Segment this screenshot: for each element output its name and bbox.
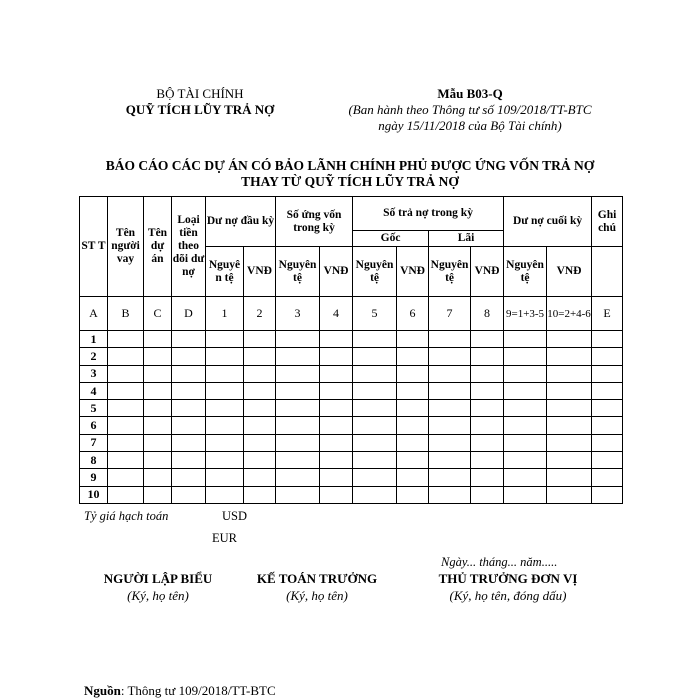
table-cell xyxy=(144,417,172,434)
data-rows xyxy=(80,331,623,504)
preparer-role: NGƯỜI LẬP BIỂU xyxy=(103,571,213,586)
table-cell xyxy=(471,486,504,503)
table-row xyxy=(80,417,623,434)
table-cell xyxy=(547,486,592,503)
col-note-header: Ghi chú xyxy=(592,197,623,247)
table-cell xyxy=(592,382,623,399)
table-cell xyxy=(206,365,244,382)
table-cell xyxy=(320,365,353,382)
preparer-note: (Ký, họ tên) xyxy=(127,588,189,603)
subcol-vnd: VNĐ xyxy=(547,247,592,297)
table-cell xyxy=(320,417,353,434)
table-cell xyxy=(592,331,623,348)
table-cell xyxy=(244,348,276,365)
table-cell xyxy=(206,348,244,365)
table-cell xyxy=(353,365,397,382)
table-cell xyxy=(397,382,429,399)
column-code-cell: 5 xyxy=(353,297,397,331)
table-cell xyxy=(353,400,397,417)
row-number-cell: 4 xyxy=(80,382,108,399)
table-cell xyxy=(320,486,353,503)
table-cell xyxy=(276,400,320,417)
table-cell xyxy=(504,400,547,417)
table-cell xyxy=(244,382,276,399)
table-cell xyxy=(244,434,276,451)
table-cell xyxy=(592,469,623,486)
form-reference xyxy=(330,86,610,134)
table-cell xyxy=(592,348,623,365)
table-cell xyxy=(108,400,144,417)
table-cell xyxy=(429,434,471,451)
table-cell xyxy=(592,400,623,417)
table-cell xyxy=(108,331,144,348)
table-cell xyxy=(353,469,397,486)
table-row xyxy=(80,365,623,382)
source-text: : Thông tư 109/2018/TT-BTC xyxy=(120,683,276,698)
table-cell xyxy=(206,331,244,348)
table-cell xyxy=(276,331,320,348)
column-code-cell: C xyxy=(144,297,172,331)
table-cell xyxy=(397,400,429,417)
column-code-cell: 4 xyxy=(320,297,353,331)
column-code-cell: 1 xyxy=(206,297,244,331)
table-cell xyxy=(353,486,397,503)
column-code-cell: 6 xyxy=(397,297,429,331)
table-cell xyxy=(397,434,429,451)
source-line xyxy=(84,683,276,699)
row-number-cell: 9 xyxy=(80,469,108,486)
table-cell xyxy=(471,417,504,434)
column-code-cell: D xyxy=(172,297,206,331)
report-table xyxy=(79,196,623,504)
table-cell xyxy=(353,417,397,434)
table-cell xyxy=(108,452,144,469)
date-line: Ngày... tháng... năm..... xyxy=(441,555,558,569)
table-cell xyxy=(320,382,353,399)
table-cell xyxy=(244,400,276,417)
table-cell xyxy=(504,469,547,486)
table-cell xyxy=(244,365,276,382)
table-cell xyxy=(471,434,504,451)
table-cell xyxy=(276,365,320,382)
exchange-rate-label: Tỷ giá hạch toán xyxy=(84,509,169,523)
table-cell xyxy=(547,452,592,469)
table-cell xyxy=(592,365,623,382)
chief-accountant-role: KẾ TOÁN TRƯỞNG xyxy=(256,571,378,586)
table-cell xyxy=(397,452,429,469)
table-row xyxy=(80,382,623,399)
table-cell xyxy=(206,434,244,451)
subcol-orig-currency: Nguyên tệ xyxy=(353,247,397,297)
table-cell xyxy=(592,452,623,469)
table-cell xyxy=(108,434,144,451)
row-number-cell: 7 xyxy=(80,434,108,451)
table-row xyxy=(80,469,623,486)
table-cell xyxy=(144,434,172,451)
table-cell xyxy=(429,331,471,348)
table-cell xyxy=(547,417,592,434)
row-number-cell: 5 xyxy=(80,400,108,417)
table-cell xyxy=(592,417,623,434)
row-number-cell: 2 xyxy=(80,348,108,365)
table-cell xyxy=(244,452,276,469)
agency-header xyxy=(100,86,300,118)
column-code-cell: A xyxy=(80,297,108,331)
table-cell xyxy=(172,417,206,434)
row-number-cell: 3 xyxy=(80,365,108,382)
table-cell xyxy=(206,382,244,399)
table-cell xyxy=(504,331,547,348)
table-cell xyxy=(429,417,471,434)
table-cell xyxy=(144,486,172,503)
table-cell xyxy=(397,348,429,365)
table-cell xyxy=(276,382,320,399)
table-row xyxy=(80,486,623,503)
table-cell xyxy=(429,469,471,486)
table-cell xyxy=(429,400,471,417)
table-cell xyxy=(504,417,547,434)
column-code-row xyxy=(80,297,623,331)
table-cell xyxy=(353,331,397,348)
table-cell xyxy=(144,400,172,417)
col-opening-balance-header: Dư nợ đầu kỳ xyxy=(206,197,276,247)
table-cell xyxy=(429,365,471,382)
table-cell xyxy=(172,486,206,503)
table-cell xyxy=(172,365,206,382)
table-cell xyxy=(471,452,504,469)
report-title xyxy=(60,158,640,190)
table-cell xyxy=(206,486,244,503)
table-cell xyxy=(592,486,623,503)
table-cell xyxy=(429,348,471,365)
table-cell xyxy=(353,382,397,399)
subcol-vnd: VNĐ xyxy=(244,247,276,297)
table-cell xyxy=(547,434,592,451)
table-cell xyxy=(397,417,429,434)
table-cell xyxy=(276,486,320,503)
subcol-orig-currency: Nguyên tệ xyxy=(429,247,471,297)
head-role: THỦ TRƯỞNG ĐƠN VỊ xyxy=(438,571,578,586)
row-number-cell: 10 xyxy=(80,486,108,503)
table-cell xyxy=(320,348,353,365)
column-code-cell: 10=2+4-6 xyxy=(547,297,592,331)
table-cell xyxy=(172,348,206,365)
column-code-cell: 9=1+3-5 xyxy=(504,297,547,331)
col-project-header: Tên dự án xyxy=(144,197,172,297)
table-row xyxy=(80,400,623,417)
table-cell xyxy=(144,331,172,348)
table-cell xyxy=(108,486,144,503)
table-cell xyxy=(320,469,353,486)
table-cell xyxy=(108,348,144,365)
subcol-vnd: VNĐ xyxy=(397,247,429,297)
issuance-date-line: ngày 15/11/2018 của Bộ Tài chính) xyxy=(378,118,562,133)
table-cell xyxy=(504,452,547,469)
table-cell xyxy=(144,365,172,382)
table-row xyxy=(80,434,623,451)
table-cell xyxy=(144,348,172,365)
column-code-cell: 7 xyxy=(429,297,471,331)
subcol-vnd: VNĐ xyxy=(471,247,504,297)
table-cell xyxy=(172,400,206,417)
table-row xyxy=(80,331,623,348)
table-cell xyxy=(547,382,592,399)
table-cell xyxy=(276,452,320,469)
table-cell xyxy=(429,452,471,469)
currency-eur: EUR xyxy=(212,531,237,545)
table-cell xyxy=(504,382,547,399)
row-number-cell: 8 xyxy=(80,452,108,469)
column-code-cell: 3 xyxy=(276,297,320,331)
table-cell xyxy=(320,400,353,417)
table-row xyxy=(80,452,623,469)
table-cell xyxy=(320,452,353,469)
table-cell xyxy=(471,382,504,399)
table-cell xyxy=(276,417,320,434)
column-code-cell: B xyxy=(108,297,144,331)
currency-usd: USD xyxy=(222,509,248,523)
table-cell xyxy=(320,331,353,348)
table-cell xyxy=(471,469,504,486)
col-borrower-header: Tên người vay xyxy=(108,197,144,297)
subcol-orig-currency: Nguyên tệ xyxy=(504,247,547,297)
note-subcell xyxy=(592,247,623,297)
table-cell xyxy=(206,452,244,469)
table-cell xyxy=(353,452,397,469)
col-closing-balance-header: Dư nợ cuối kỳ xyxy=(504,197,592,247)
table-cell xyxy=(144,469,172,486)
subcol-vnd: VNĐ xyxy=(320,247,353,297)
report-title-line1: BÁO CÁO CÁC DỰ ÁN CÓ BẢO LÃNH CHÍNH PHỦ ĐƯỢC ỨNG VỐN TRẢ NỢ xyxy=(105,158,595,173)
table-cell xyxy=(244,469,276,486)
table-cell xyxy=(592,434,623,451)
table-cell xyxy=(547,331,592,348)
table-cell xyxy=(397,486,429,503)
table-cell xyxy=(108,382,144,399)
table-cell xyxy=(108,365,144,382)
table-cell xyxy=(547,400,592,417)
chief-accountant-note: (Ký, họ tên) xyxy=(286,588,348,603)
table-cell xyxy=(471,365,504,382)
table-cell xyxy=(471,331,504,348)
table-cell xyxy=(172,452,206,469)
table-cell xyxy=(397,331,429,348)
table-cell xyxy=(471,400,504,417)
head-note: (Ký, họ tên, đóng dấu) xyxy=(449,588,567,603)
table-cell xyxy=(504,486,547,503)
table-cell xyxy=(108,417,144,434)
table-cell xyxy=(429,486,471,503)
table-cell xyxy=(397,365,429,382)
table-cell xyxy=(206,400,244,417)
table-cell xyxy=(276,434,320,451)
col-principal-header: Gốc xyxy=(353,231,429,247)
col-stt-header: ST T xyxy=(80,197,108,297)
table-cell xyxy=(471,348,504,365)
table-cell xyxy=(547,365,592,382)
form-code: Mẫu B03-Q xyxy=(437,86,503,101)
table-cell xyxy=(172,434,206,451)
table-cell xyxy=(353,348,397,365)
table-cell xyxy=(172,331,206,348)
row-number-cell: 6 xyxy=(80,417,108,434)
table-cell xyxy=(504,348,547,365)
table-cell xyxy=(244,486,276,503)
table-cell xyxy=(429,382,471,399)
source-label: Nguồn xyxy=(84,683,121,698)
row-number-cell: 1 xyxy=(80,331,108,348)
table-cell xyxy=(244,331,276,348)
table-cell xyxy=(504,434,547,451)
table-cell xyxy=(144,452,172,469)
table-cell xyxy=(320,434,353,451)
table-cell xyxy=(206,417,244,434)
issuance-line: (Ban hành theo Thông tư số 109/2018/TT-BTC xyxy=(348,102,592,117)
col-repaid-header: Số trả nợ trong kỳ xyxy=(353,197,504,231)
table-cell xyxy=(547,348,592,365)
header-row-1 xyxy=(80,197,623,231)
signature-chief-accountant xyxy=(217,570,417,604)
col-currency-type-header: Loại tiền theo dõi dư nợ xyxy=(172,197,206,297)
table-cell xyxy=(353,434,397,451)
table-cell xyxy=(144,382,172,399)
col-interest-header: Lãi xyxy=(429,231,504,247)
column-code-cell: 8 xyxy=(471,297,504,331)
fund-name: QUỸ TÍCH LŨY TRẢ NỢ xyxy=(125,102,275,117)
table-cell xyxy=(547,469,592,486)
signature-head xyxy=(408,570,608,604)
table-cell xyxy=(504,365,547,382)
column-code-cell: E xyxy=(592,297,623,331)
ministry-name: BỘ TÀI CHÍNH xyxy=(156,86,244,101)
report-title-line2: THAY TỪ QUỸ TÍCH LŨY TRẢ NỢ xyxy=(241,174,459,189)
column-code-cell: 2 xyxy=(244,297,276,331)
table-row xyxy=(80,348,623,365)
table-cell xyxy=(244,417,276,434)
col-advance-header: Số ứng vốn trong kỳ xyxy=(276,197,353,247)
table-cell xyxy=(172,469,206,486)
table-cell xyxy=(397,469,429,486)
table-cell xyxy=(276,469,320,486)
table-cell xyxy=(206,469,244,486)
table-cell xyxy=(276,348,320,365)
subcol-orig-currency: Nguyên tệ xyxy=(276,247,320,297)
subcol-orig-currency: Nguyên tệ xyxy=(206,247,244,297)
table-cell xyxy=(108,469,144,486)
table-cell xyxy=(172,382,206,399)
